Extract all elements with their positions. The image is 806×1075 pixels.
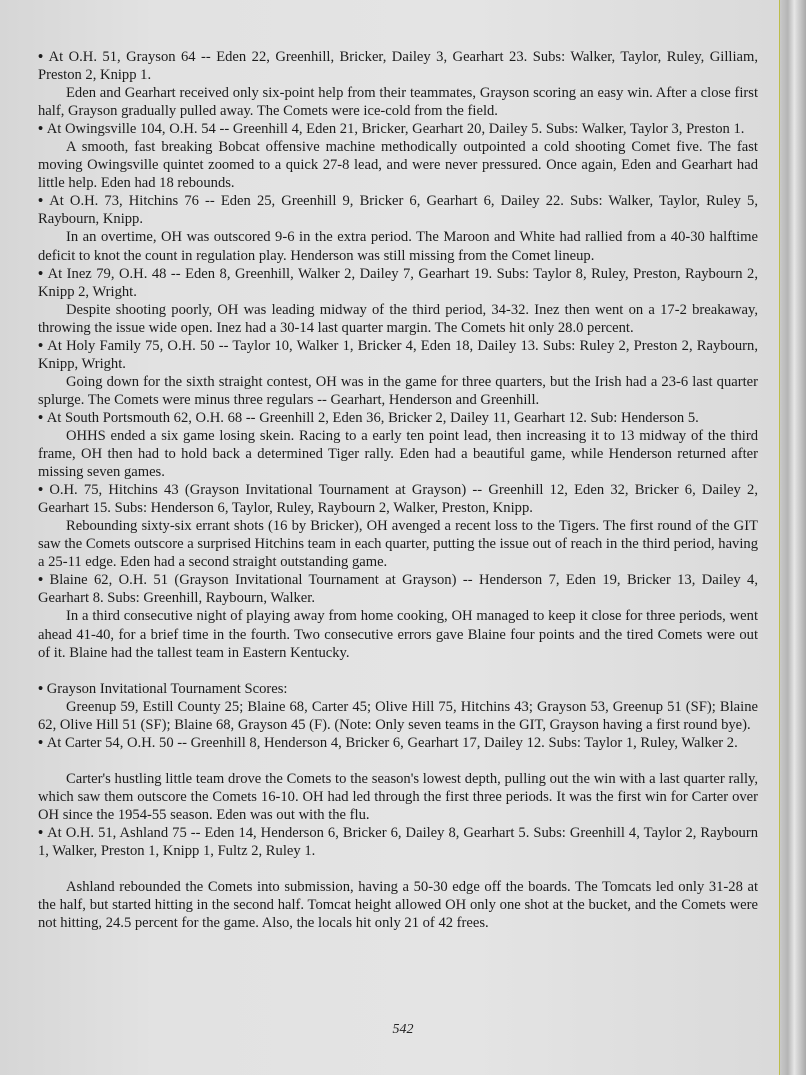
game-summary-p14: Rebounding sixty-six errant shots (16 by Bricker), OH avenged a recent loss to the Tigers. The first round of the GIT saw the Comets outscore a surprised Hitchins team in each quarter, putting the issue out of reach in the third period, having a 25-11 edge. Eden had a second straight outstanding game. [38, 518, 758, 571]
tournament-scores: Greenup 59, Estill County 25; Blaine 68, Carter 45; Olive Hill 75, Hitchins 43; Grayson 53, Greenup 51 (SF); Blaine 62, Olive Hill 51 (SF); Blaine 68, Grayson 45 (F). (Note: Only seven teams in the GIT, Grayson having a first round bye). [38, 698, 758, 733]
game-summary-p10: Going down for the sixth straight contest, OH was in the game for three quarters, but the Irish had a 23-6 last quarter splurge. The Comets were minus three regulars -- Gearhart, Henderson and Greenhill. [38, 373, 758, 408]
game-summary-p6: In an overtime, OH was outscored 9-6 in the extra period. The Maroon and White had rallied from a 40-30 halftime deficit to knot the count in regulation play. Henderson was still missing from the Comet lineup. [38, 229, 758, 264]
game-result-p1: • At O.H. 51, Grayson 64 -- Eden 22, Greenhill, Bricker, Dailey 3, Gearhart 23. Subs: Walker, Taylor, Ruley, Gilliam, Preston 2, Knipp 1. [38, 48, 758, 84]
game-result-p11: • At South Portsmouth 62, O.H. 68 -- Greenhill 2, Eden 36, Bricker 2, Dailey 11, Gearhart 12. Sub: Henderson 5. [38, 409, 758, 427]
game-summary-p20: Carter's hustling little team drove the Comets to the season's lowest depth, pulling out the win with a last quarter rally, which saw them outscore the Comets 16-10. OH had led through the first three periods. It was the first win for Carter over OH since the 1954-55 season. Eden was out with the flu. [38, 770, 758, 823]
game-summary-p4: A smooth, fast breaking Bobcat offensive machine methodically outpointed a cold shooting Comet five. The fast moving Owingsville quintet zoomed to a quick 27-8 lead, and were never pressured. Once again, Eden and Gearhart had little help. Eden had 18 rebounds. [38, 139, 758, 192]
game-summary-p12: OHHS ended a six game losing skein. Racing to a early ten point lead, then increasing it to 13 midway of the third frame, OH then had to hold back a determined Tiger rally. Eden had a beautiful game, while Henderson returned after missing seven games. [38, 427, 758, 481]
game-summary-p2: Eden and Gearhart received only six-point help from their teammates, Grayson scoring an easy win. After a close first half, Grayson gradually pulled away. The Comets were ice-cold from the field. [38, 85, 758, 120]
game-result-p5: • At O.H. 73, Hitchins 76 -- Eden 25, Greenhill 9, Bricker 6, Gearhart 6, Dailey 22. Subs: Walker, Taylor, Ruley 5, Raybourn, Knipp. [38, 192, 758, 228]
game-result-p21: • At O.H. 51, Ashland 75 -- Eden 14, Henderson 6, Bricker 6, Dailey 8, Gearhart 5. Subs: Greenhill 4, Taylor 2, Raybourn 1, Walker, Preston 1, Knipp 1, Fultz 2, Ruley 1. [38, 824, 758, 860]
game-summary-p22: Ashland rebounded the Comets into submission, having a 50-30 edge off the boards. The Tomcats led only 31-28 at the half, but started hitting in the second half. Tomcat height allowed OH only one shot at the bucket, and the Comets were not hitting, 24.5 percent for the game. Also, the locals hit only 21 of 42 frees. [38, 879, 758, 932]
book-binding [780, 0, 806, 1075]
game-summary-p8: Despite shooting poorly, OH was leading midway of the third period, 34-32. Inez then went on a 17-2 breakaway, throwing the issue wide open. Inez had a 30-14 last quarter margin. The Comets hit only 28.0 percent. [38, 301, 758, 336]
game-result-p13: • O.H. 75, Hitchins 43 (Grayson Invitational Tournament at Grayson) -- Greenhill 12, Eden 32, Bricker 6, Dailey 2, Gearhart 15. Subs: Henderson 6, Taylor, Ruley, Raybourn 2, Walker, Preston, Knipp. [38, 481, 758, 517]
page-body [38, 48, 758, 932]
game-summary-p16: In a third consecutive night of playing away from home cooking, OH managed to keep it close for three periods, went ahead 41-40, for a brief time in the fourth. Two consecutive errors gave Blaine four points and the tired Comets were out of it. Blaine had the tallest team in Eastern Kentucky. [38, 608, 758, 661]
game-result-p3: • At Owingsville 104, O.H. 54 -- Greenhill 4, Eden 21, Bricker, Gearhart 20, Dailey 5. Subs: Walker, Taylor 3, Preston 1. [38, 120, 758, 138]
page-number: 542 [392, 1022, 414, 1037]
game-result-p19: • At Carter 54, O.H. 50 -- Greenhill 8, Henderson 4, Bricker 6, Gearhart 17, Dailey 12. Subs: Taylor 1, Ruley, Walker 2. [38, 734, 758, 752]
tournament-heading: • Grayson Invitational Tournament Scores: [38, 680, 758, 698]
game-result-p9: • At Holy Family 75, O.H. 50 -- Taylor 10, Walker 1, Bricker 4, Eden 18, Dailey 13. Subs: Ruley 2, Preston 2, Raybourn, Knipp, Wright. [38, 337, 758, 373]
game-result-p7: • At Inez 79, O.H. 48 -- Eden 8, Greenhill, Walker 2, Dailey 7, Gearhart 19. Subs: Taylor 8, Ruley, Preston, Raybourn 2, Knipp 2, Wright. [38, 265, 758, 301]
game-result-p15: • Blaine 62, O.H. 51 (Grayson Invitational Tournament at Grayson) -- Henderson 7, Eden 19, Bricker 13, Dailey 4, Gearhart 8. Subs: Greenhill, Raybourn, Walker. [38, 571, 758, 607]
